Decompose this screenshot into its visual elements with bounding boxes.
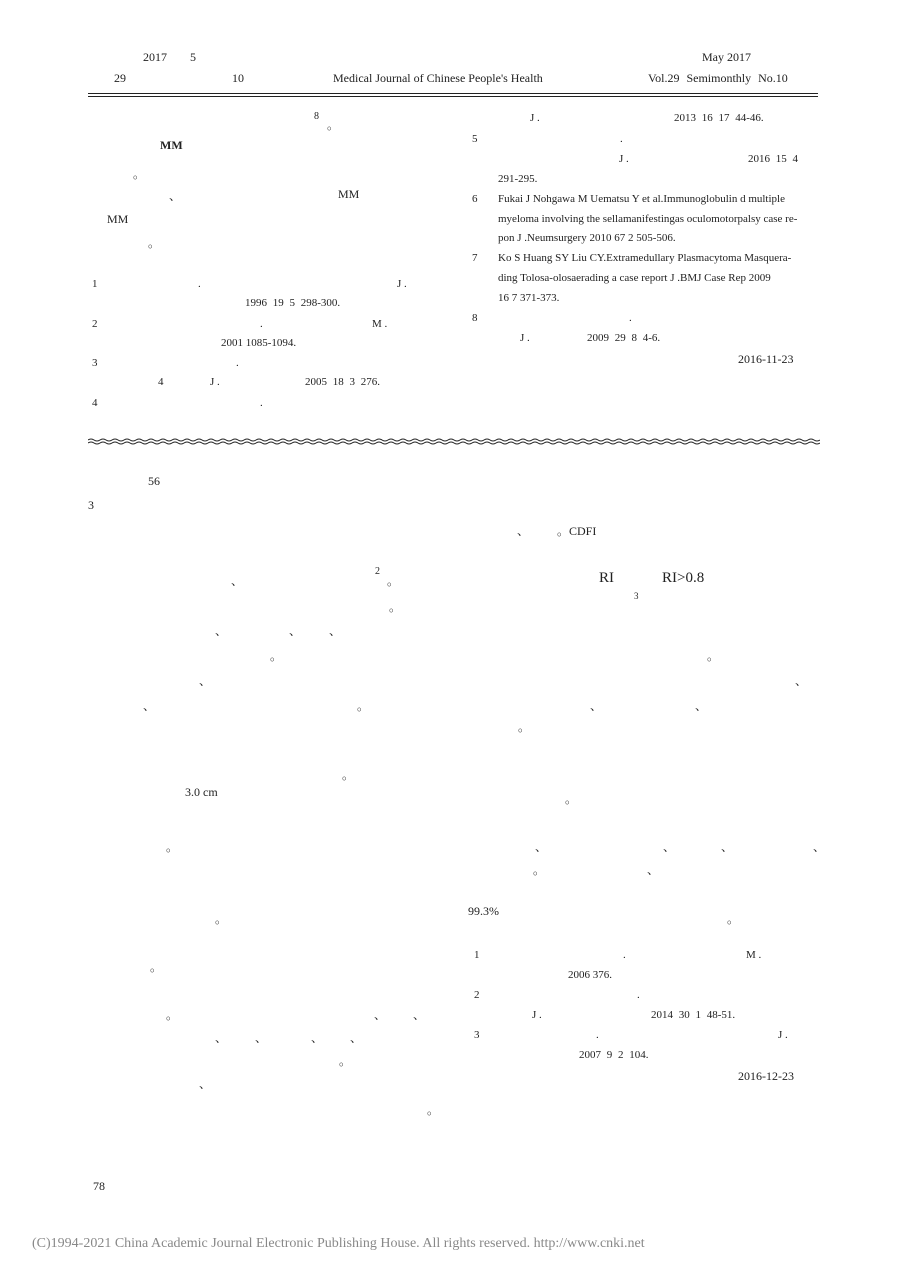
wavy-divider <box>88 436 820 448</box>
ref-text: . <box>620 133 623 145</box>
punctuation: 、 <box>721 840 734 854</box>
ref-text: . <box>623 949 626 961</box>
punctuation: 。 <box>133 167 146 181</box>
ref-number: 2 <box>92 318 98 330</box>
abbrev-mm: MM <box>338 187 360 201</box>
ref-type: M . <box>746 949 762 961</box>
received-date: 2016-11-23 <box>738 352 794 366</box>
ref-type: J . <box>520 332 530 344</box>
punctuation: 、 <box>695 699 708 713</box>
punctuation: 、 <box>535 840 548 854</box>
ref-text: . <box>198 278 201 290</box>
ref-number: 8 <box>472 312 478 324</box>
punctuation: 。 <box>342 768 355 782</box>
ref-citation: 2013 16 17 44-46. <box>674 112 764 124</box>
citation-superscript: 2 <box>375 566 380 577</box>
ref-citation: 2001 1085-1094. <box>221 337 297 349</box>
header-volume-issue: Vol.29 Semimonthly No.10 <box>648 71 788 85</box>
punctuation: 。 <box>387 574 400 588</box>
header-date: May 2017 <box>702 50 751 64</box>
ref-citation: 2005 18 3 276. <box>305 376 380 388</box>
header-year: 2017 <box>143 50 167 64</box>
punctuation: 、 <box>413 1008 426 1022</box>
ref-number: 4 <box>92 397 98 409</box>
punctuation: 、 <box>169 189 182 203</box>
percentage: 99.3% <box>468 904 499 918</box>
threshold-ri: RI>0.8 <box>662 570 705 586</box>
ref-text: . <box>260 318 263 330</box>
measurement: 3.0 cm <box>185 785 218 799</box>
ref-type: J . <box>397 278 407 290</box>
ref-line: myeloma involving the sellamanifestingas oculomotorpalsy case re- <box>498 213 798 225</box>
ref-citation: 2016 15 4 <box>748 153 798 165</box>
punctuation: 。 <box>339 1054 352 1068</box>
ref-line: Fukai J Nohgawa M Uematsu Y et al.Immunoglobulin d multiple <box>498 193 785 205</box>
ref-text: . <box>637 989 640 1001</box>
punctuation: 。 <box>357 699 370 713</box>
punctuation: 。 <box>565 792 578 806</box>
punctuation: 。 <box>427 1103 440 1117</box>
header-rule-top <box>88 93 818 94</box>
ref-text: . <box>629 312 632 324</box>
page-number: 78 <box>93 1179 105 1193</box>
ref-pages: 291-295. <box>498 173 538 185</box>
ref-number: 3 <box>474 1029 480 1041</box>
ref-text: 4 <box>158 376 164 388</box>
punctuation: 、 <box>231 574 244 588</box>
punctuation: 。 <box>533 863 546 877</box>
ref-text: . <box>236 357 239 369</box>
punctuation: 、 <box>517 524 530 538</box>
punctuation: 、 <box>199 1077 212 1091</box>
ref-number: 6 <box>472 193 478 205</box>
ref-number: 1 <box>474 949 480 961</box>
punctuation: 、 <box>289 624 302 638</box>
abbrev-ri: RI <box>599 570 614 586</box>
punctuation: 、 <box>215 1031 228 1045</box>
ref-number: 3 <box>92 357 98 369</box>
punctuation: 。 <box>166 840 179 854</box>
punctuation: 、 <box>215 624 228 638</box>
ref-type: J . <box>210 376 220 388</box>
punctuation: 、 <box>199 674 212 688</box>
ref-citation: 2006 376. <box>568 969 612 981</box>
ref-citation: 1996 19 5 298-300. <box>245 297 341 309</box>
ref-line: Ko S Huang SY Liu CY.Extramedullary Plasmacytoma Masquera- <box>498 252 792 264</box>
ref-number: 1 <box>92 278 98 290</box>
punctuation: 、 <box>374 1008 387 1022</box>
ref-type: J . <box>778 1029 788 1041</box>
ref-type: J . <box>532 1009 542 1021</box>
received-date: 2016-12-23 <box>738 1069 794 1083</box>
punctuation: 。 <box>389 600 402 614</box>
ref-line: 16 7 371-373. <box>498 292 560 304</box>
citation-superscript: 3 <box>634 591 639 601</box>
abbrev-cdfi: 。CDFI <box>557 524 597 538</box>
punctuation: 。 <box>148 236 161 250</box>
punctuation: 、 <box>590 699 603 713</box>
ref-citation: 2009 29 8 4-6. <box>587 332 661 344</box>
ref-number: 7 <box>472 252 478 264</box>
punctuation: 。 <box>215 912 228 926</box>
punctuation: 、 <box>143 699 156 713</box>
journal-title: Medical Journal of Chinese People's Health <box>333 71 543 85</box>
ref-line: ding Tolosa-olosaerading a case report J .BMJ Case Rep 2009 <box>498 272 771 284</box>
punctuation: 、 <box>813 840 826 854</box>
punctuation: 。 <box>727 912 740 926</box>
ref-text: . <box>596 1029 599 1041</box>
punctuation: 。 <box>270 649 283 663</box>
punctuation: 、 <box>663 840 676 854</box>
number-3: 3 <box>88 498 94 512</box>
header-volume: 29 <box>114 71 126 85</box>
header-month: 5 <box>190 50 196 64</box>
punctuation: 。 <box>327 118 340 132</box>
punctuation: 。 <box>166 1008 179 1022</box>
punctuation: 、 <box>795 674 808 688</box>
punctuation: 、 <box>647 863 660 877</box>
punctuation: 。 <box>707 649 720 663</box>
header-issue-number: 10 <box>232 71 244 85</box>
ref-citation: 2007 9 2 104. <box>579 1049 649 1061</box>
punctuation: 。 <box>150 960 163 974</box>
citation-superscript: 8 <box>314 111 319 122</box>
header-rule-bottom <box>88 96 818 97</box>
punctuation: 。 <box>518 720 531 734</box>
ref-type: M . <box>372 318 388 330</box>
ref-text: . <box>260 397 263 409</box>
ref-type: J . <box>530 112 540 124</box>
ref-citation: 2014 30 1 48-51. <box>651 1009 736 1021</box>
punctuation: 、 <box>350 1031 363 1045</box>
number-56: 56 <box>148 474 160 488</box>
ref-number: 5 <box>472 133 478 145</box>
punctuation: 、 <box>255 1031 268 1045</box>
ref-number: 2 <box>474 989 480 1001</box>
punctuation: 、 <box>329 624 342 638</box>
ref-type: J . <box>619 153 629 165</box>
copyright-footer: (C)1994-2021 China Academic Journal Electronic Publishing House. All rights reserved. http://www.cnki.net <box>32 1236 645 1251</box>
abbrev-mm: MM <box>160 138 183 152</box>
punctuation: 、 <box>311 1031 324 1045</box>
ref-line: pon J .Neumsurgery 2010 67 2 505-506. <box>498 232 676 244</box>
abbrev-mm: MM <box>107 212 129 226</box>
